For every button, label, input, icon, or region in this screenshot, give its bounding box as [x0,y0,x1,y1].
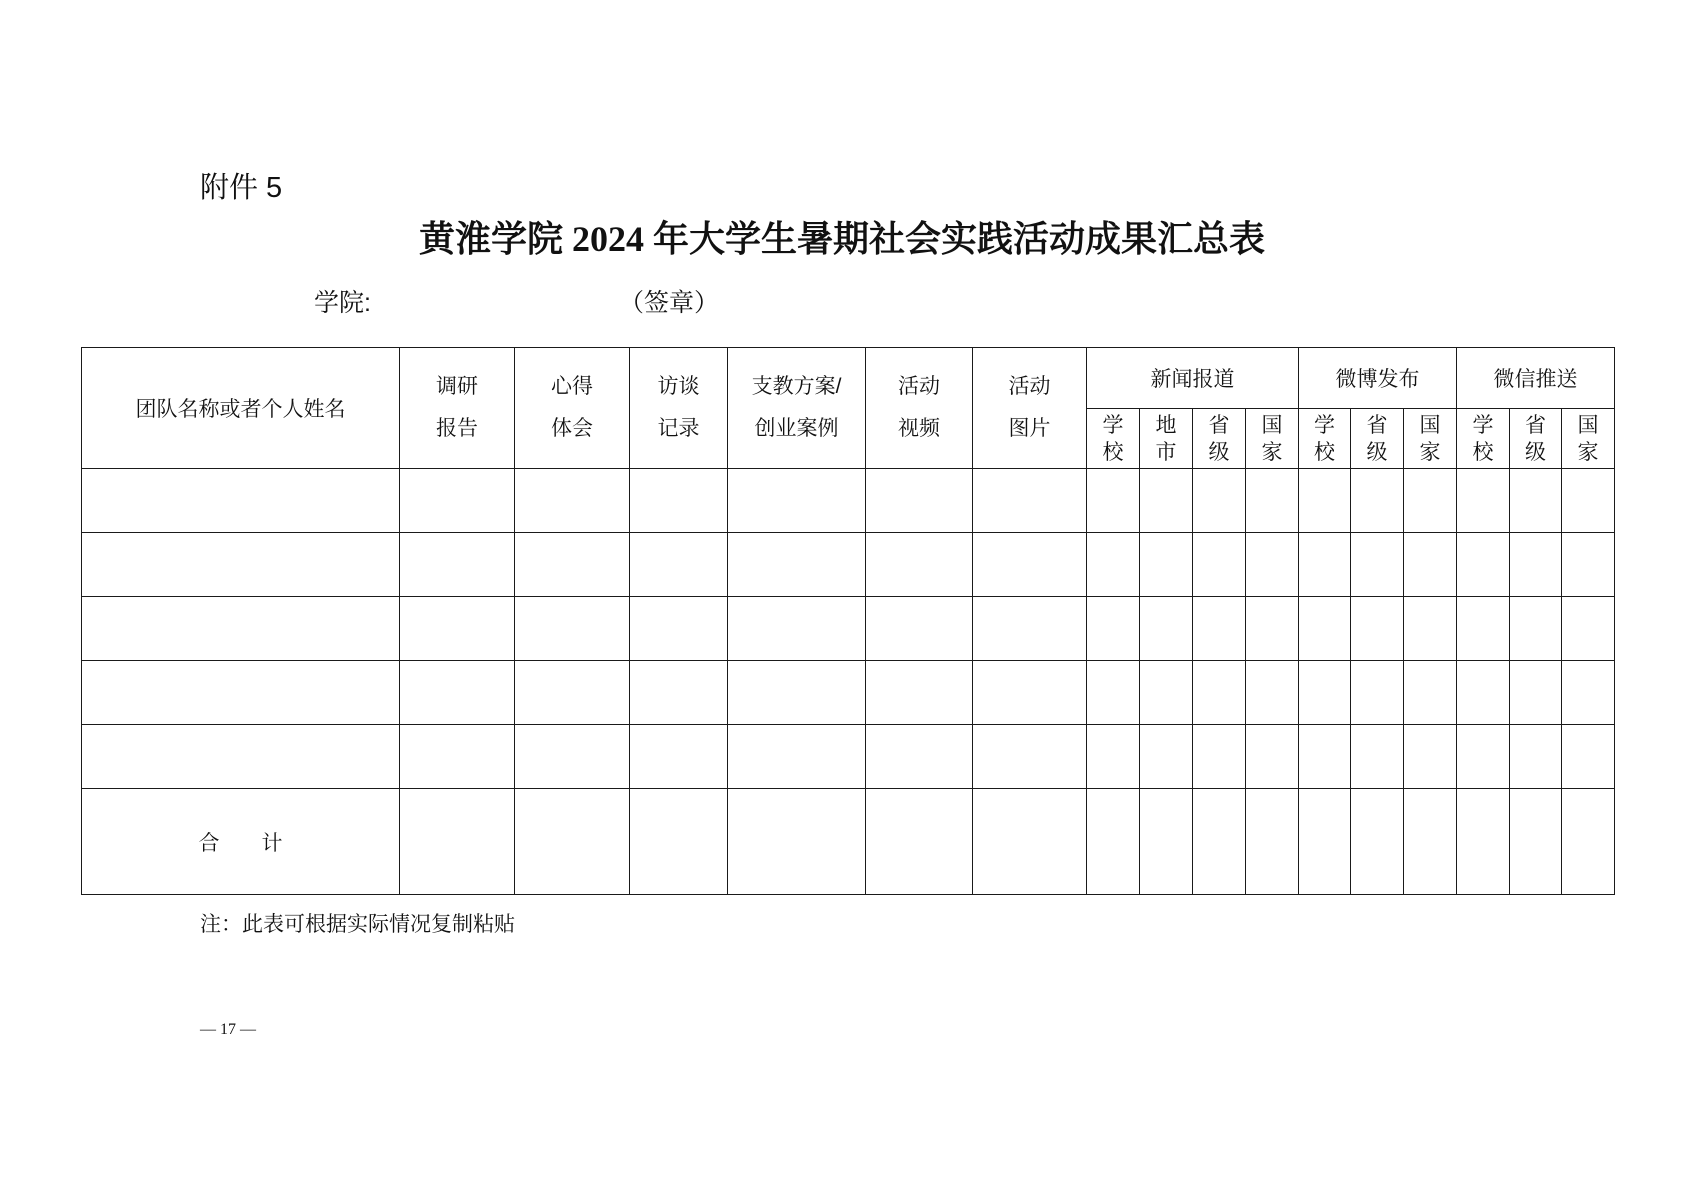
table-row [82,725,1615,789]
total-row [82,789,1615,895]
total-cell [973,789,1087,895]
table-cell [1087,661,1140,725]
table-cell [630,469,728,533]
table-cell [1404,469,1457,533]
header-activity-video: 活动 视频 [866,348,973,469]
college-label: 学院: [314,289,371,317]
table-cell [1510,469,1562,533]
table-cell [400,533,515,597]
header-weibo-province: 省 级 [1351,409,1404,469]
table-cell [728,661,866,725]
header-news-coverage: 新闻报道 [1087,348,1299,409]
table-cell [515,661,630,725]
table-cell [1246,533,1299,597]
table-cell [1404,533,1457,597]
table-note: 注：此表可根据实际情况复制粘贴 [200,913,515,936]
table-cell [1299,597,1351,661]
table-cell [630,725,728,789]
table-cell [82,725,400,789]
summary-table [81,347,1615,895]
table-cell [728,469,866,533]
table-cell [515,725,630,789]
table-cell [400,725,515,789]
table-header [82,348,1615,469]
table-cell [973,725,1087,789]
table-cell [1457,533,1510,597]
header-weibo-school: 学 校 [1299,409,1351,469]
table-cell [1351,661,1404,725]
table-cell [866,597,973,661]
table-cell [400,661,515,725]
table-cell [630,597,728,661]
table-cell [728,533,866,597]
table-cell [1404,597,1457,661]
table-cell [1246,725,1299,789]
table-cell [1087,725,1140,789]
page-title: 黄淮学院 2024 年大学生暑期社会实践活动成果汇总表 [418,219,1265,259]
header-news-province: 省 级 [1193,409,1246,469]
table-cell [1299,469,1351,533]
table-cell [82,597,400,661]
table-cell [1562,597,1615,661]
table-cell [1140,661,1193,725]
table-cell [82,469,400,533]
table-cell [515,533,630,597]
header-interview-records: 访谈 记录 [630,348,728,469]
table-cell [1562,725,1615,789]
table-cell [1193,661,1246,725]
table-cell [1510,597,1562,661]
table-cell [515,597,630,661]
table-cell [1457,597,1510,661]
table-cell [515,469,630,533]
seal-label: （签章） [619,289,720,317]
table-cell [82,533,400,597]
table-body [82,469,1615,895]
table-cell [1246,469,1299,533]
table-cell [866,533,973,597]
total-cell [1510,789,1562,895]
table-cell [973,533,1087,597]
table-cell [1193,533,1246,597]
table-cell [82,661,400,725]
table-cell [1299,661,1351,725]
header-wechat-national: 国 家 [1562,409,1615,469]
table-cell [1140,469,1193,533]
table-cell [400,597,515,661]
table-cell [866,661,973,725]
total-cell [630,789,728,895]
table-row [82,661,1615,725]
table-cell [1140,725,1193,789]
table-cell [1087,533,1140,597]
table-row [82,469,1615,533]
table-cell [1457,469,1510,533]
table-cell [1510,661,1562,725]
table-cell [1087,597,1140,661]
total-cell [515,789,630,895]
table-cell [866,725,973,789]
total-cell [1246,789,1299,895]
header-wechat-school: 学 校 [1457,409,1510,469]
header-teaching-startup: 支教方案/ 创业案例 [728,348,866,469]
header-activity-photos: 活动 图片 [973,348,1087,469]
total-cell [1193,789,1246,895]
table-cell [866,469,973,533]
table-cell [1510,725,1562,789]
table-cell [1140,533,1193,597]
header-news-national: 国 家 [1246,409,1299,469]
header-weibo-posts: 微博发布 [1299,348,1457,409]
table-cell [1562,661,1615,725]
total-cell [1404,789,1457,895]
table-cell [1562,469,1615,533]
total-cell [1087,789,1140,895]
table-cell [630,661,728,725]
header-wechat-province: 省 级 [1510,409,1562,469]
total-cell [1351,789,1404,895]
table-row [82,533,1615,597]
table-cell [728,725,866,789]
header-weibo-national: 国 家 [1404,409,1457,469]
table-cell [1351,725,1404,789]
table-cell [1140,597,1193,661]
table-cell [1193,597,1246,661]
table-cell [400,469,515,533]
table-cell [1299,533,1351,597]
table-cell [1351,533,1404,597]
total-cell [728,789,866,895]
table-cell [973,661,1087,725]
table-cell [1351,597,1404,661]
table-cell [1193,725,1246,789]
table-row [82,597,1615,661]
table-cell [1246,661,1299,725]
header-team-name: 团队名称或者个人姓名 [82,348,400,469]
attachment-label: 附件 5 [200,172,283,204]
table-cell [728,597,866,661]
table-cell [1510,533,1562,597]
total-cell [1562,789,1615,895]
table-cell [1246,597,1299,661]
total-label: 合 计 [82,789,400,895]
total-cell [400,789,515,895]
header-row-main [82,348,1615,409]
table-cell [630,533,728,597]
table-cell [1404,725,1457,789]
table-cell [1562,533,1615,597]
table-cell [1457,725,1510,789]
total-cell [1457,789,1510,895]
table-cell [1299,725,1351,789]
header-wechat-posts: 微信推送 [1457,348,1615,409]
total-cell [1299,789,1351,895]
header-reflections: 心得 体会 [515,348,630,469]
total-cell [1140,789,1193,895]
table-cell [973,469,1087,533]
table-cell [1404,661,1457,725]
table-cell [1193,469,1246,533]
header-research-report: 调研 报告 [400,348,515,469]
total-cell [866,789,973,895]
table-cell [1351,469,1404,533]
page-number: — 17 — [200,1021,256,1038]
table-cell [1457,661,1510,725]
table-cell [1087,469,1140,533]
table-cell [973,597,1087,661]
header-news-school: 学 校 [1087,409,1140,469]
header-news-city: 地 市 [1140,409,1193,469]
